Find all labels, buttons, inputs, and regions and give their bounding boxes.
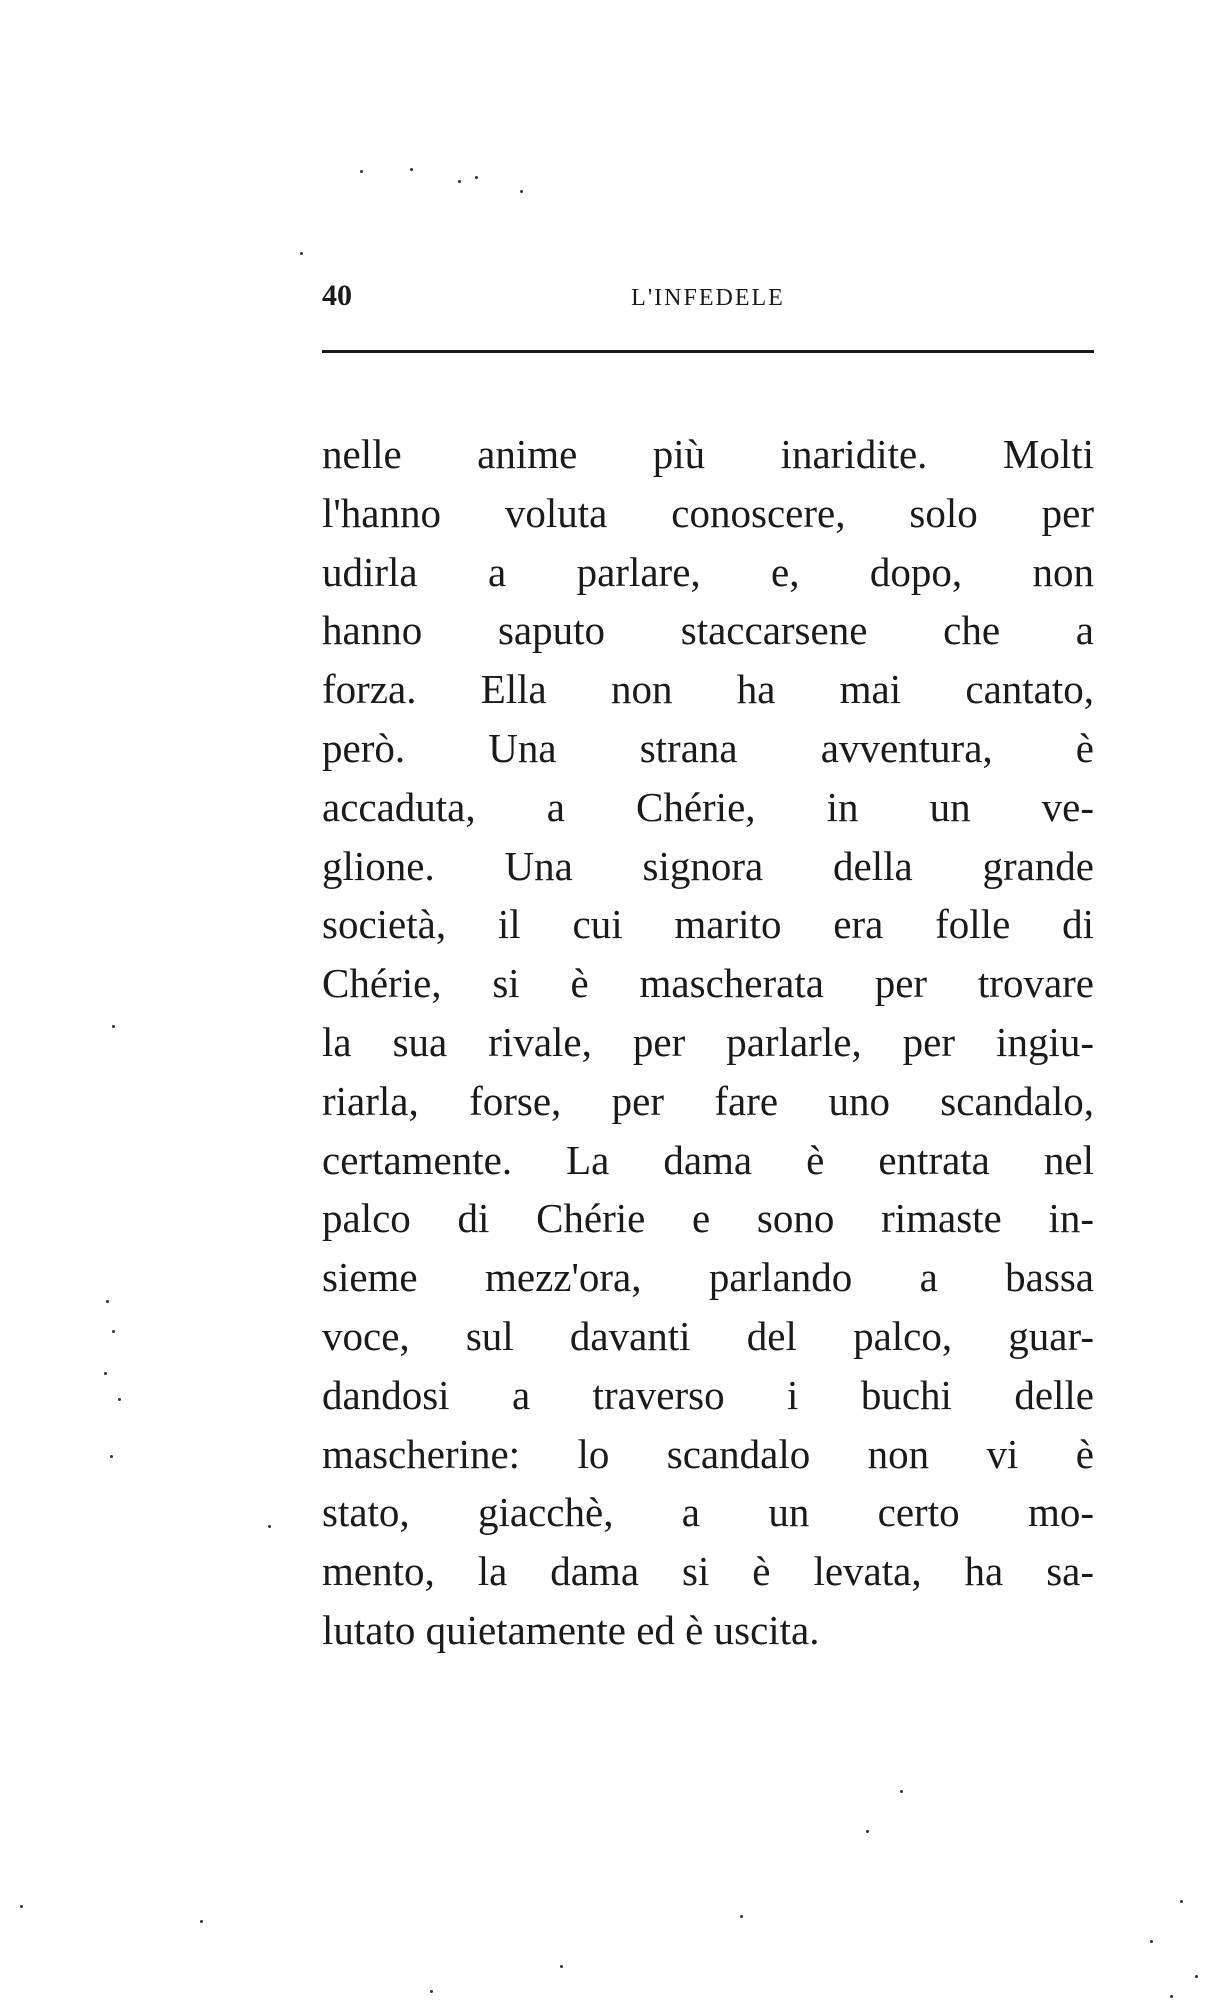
text-line: società, il cui marito era folle di: [322, 901, 1094, 948]
text-line: accaduta, a Chérie, in un ve-: [322, 783, 1094, 830]
text-line: forza. Ella non ha mai cantato,: [322, 666, 1094, 713]
text-line: palco di Chérie e sono rimaste in-: [322, 1195, 1094, 1242]
text-line: sieme mezz'ora, parlando a bassa: [322, 1254, 1094, 1301]
text-line: mascherine: lo scandalo non vi è: [322, 1430, 1094, 1477]
text-line: certamente. La dama è entrata nel: [322, 1136, 1094, 1183]
text-line: udirla a parlare, e, dopo, non: [322, 548, 1094, 595]
text-line: hanno saputo staccarsene che a: [322, 607, 1094, 654]
body-text: [322, 425, 1094, 1660]
page-number: 40: [322, 279, 352, 312]
text-line: stato, giacchè, a un certo mo-: [322, 1489, 1094, 1536]
page-header: [322, 276, 1094, 316]
text-line: Chérie, si è mascherata per trovare: [322, 960, 1094, 1007]
text-line: lutato quietamente ed è uscita.: [322, 1606, 820, 1653]
text-line: nelle anime più inaridite. Molti: [322, 431, 1094, 477]
text-line: glione. Una signora della grande: [322, 842, 1094, 889]
text-line: dandosi a traverso i buchi delle: [322, 1371, 1094, 1418]
text-line: mento, la dama si è levata, ha sa-: [322, 1548, 1094, 1595]
text-line: l'hanno voluta conoscere, solo per: [322, 489, 1094, 536]
text-line: però. Una strana avventura, è: [322, 724, 1094, 771]
running-title: L'INFEDELE: [631, 285, 785, 311]
header-rule: [322, 350, 1094, 353]
text-line: voce, sul davanti del palco, guar-: [322, 1312, 1094, 1359]
text-line: riarla, forse, per fare uno scandalo,: [322, 1077, 1094, 1124]
text-line: la sua rivale, per parlarle, per ingiu-: [322, 1018, 1094, 1065]
